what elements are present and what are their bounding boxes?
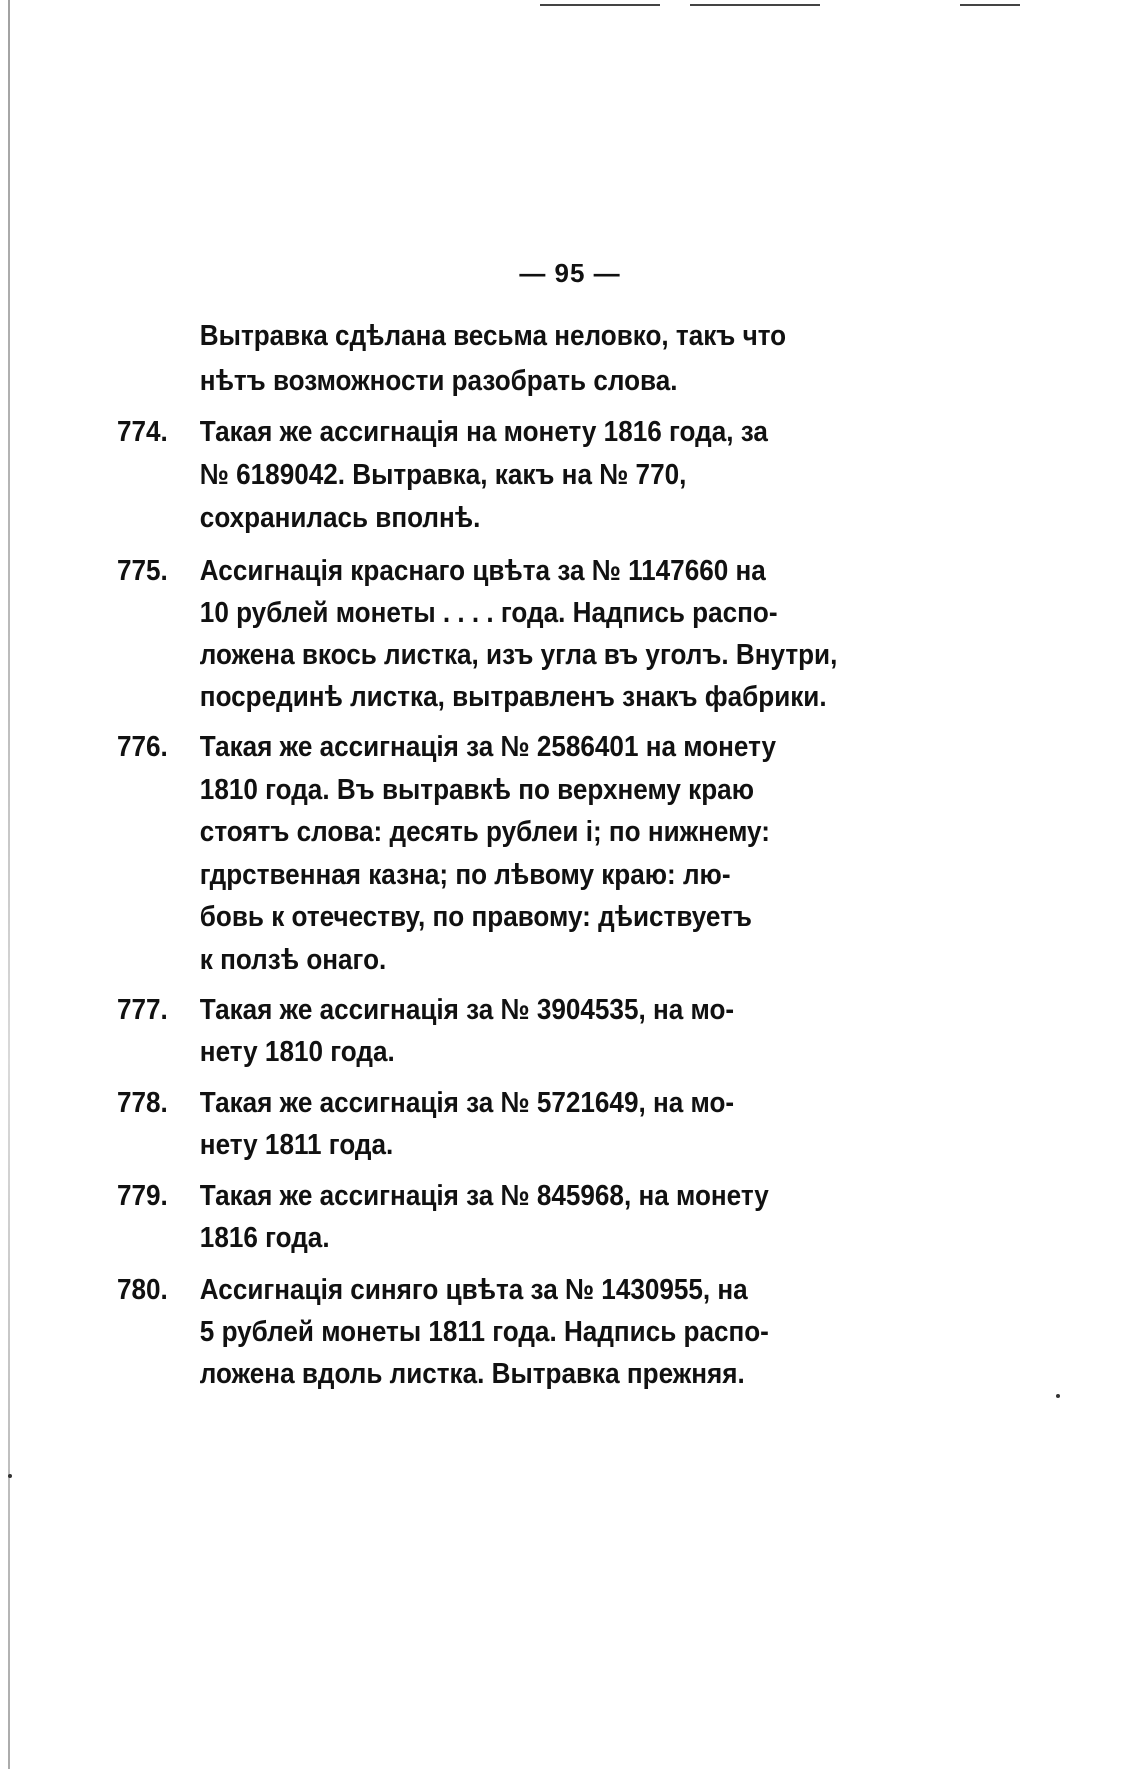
text-line: Вытравка сдѣлана весьма неловко, такъ что [199, 320, 787, 352]
text-line: ложена вдоль листка. Вытравка прежняя. [199, 1358, 745, 1390]
text-line: Такая же ассигнація за № 845968, на монету [199, 1180, 769, 1212]
entry-number: 779. [117, 1180, 168, 1212]
text-line: к ползѣ онаго. [199, 944, 387, 976]
text-line: гдрственная казна; по лѣвому краю: лю- [199, 859, 731, 891]
text-line: Такая же ассигнація за № 2586401 на монету [199, 731, 777, 763]
text-line: Ассигнація синяго цвѣта за № 1430955, на [199, 1274, 748, 1306]
entry-number: 777. [117, 994, 168, 1026]
text-line: стоятъ слова: десять рублеи i; по нижнему: [199, 816, 770, 848]
text-line: сохранилась вполнѣ. [199, 502, 481, 534]
text-line: Такая же ассигнація за № 3904535, на мо- [199, 994, 735, 1026]
text-line: 1816 года. [199, 1222, 330, 1254]
text-line: ложена вкось листка, изъ угла въ уголъ. Внутри, [199, 639, 838, 671]
text-line: 1810 года. Въ вытравкѣ по верхнему краю [199, 774, 755, 806]
entry-number: 778. [117, 1087, 168, 1119]
text-line: нету 1810 года. [199, 1036, 395, 1068]
entry-number: 774. [117, 416, 168, 448]
text-line: Ассигнація краснаго цвѣта за № 1147660 на [199, 555, 766, 587]
text-line: нету 1811 года. [199, 1129, 394, 1161]
scan-speck [8, 1474, 12, 1478]
text-line: Такая же ассигнація на монету 1816 года, за [199, 416, 768, 448]
entry-number: 775. [117, 555, 168, 587]
scan-top-mark [960, 4, 1020, 6]
scan-top-mark [540, 4, 660, 6]
text-line: 10 рублей монеты . . . . года. Надпись распо- [199, 597, 778, 629]
scan-speck [1056, 1394, 1060, 1398]
page-number: — 95 — [519, 258, 621, 288]
entry-number: 776. [117, 731, 168, 763]
entry-number: 780. [117, 1274, 168, 1306]
text-line: бовь к отечеству, по правому: дѣиствуетъ [199, 901, 752, 933]
scan-top-mark [690, 4, 820, 6]
text-line: нѣтъ возможности разобрать слова. [199, 365, 678, 397]
text-line: 5 рублей монеты 1811 года. Надпись распо- [199, 1316, 769, 1348]
text-line: Такая же ассигнація за № 5721649, на мо- [199, 1087, 735, 1119]
text-line: № 6189042. Вытравка, какъ на № 770, [199, 459, 687, 491]
text-line: посрединѣ листка, вытравленъ знакъ фабрики. [199, 681, 827, 713]
